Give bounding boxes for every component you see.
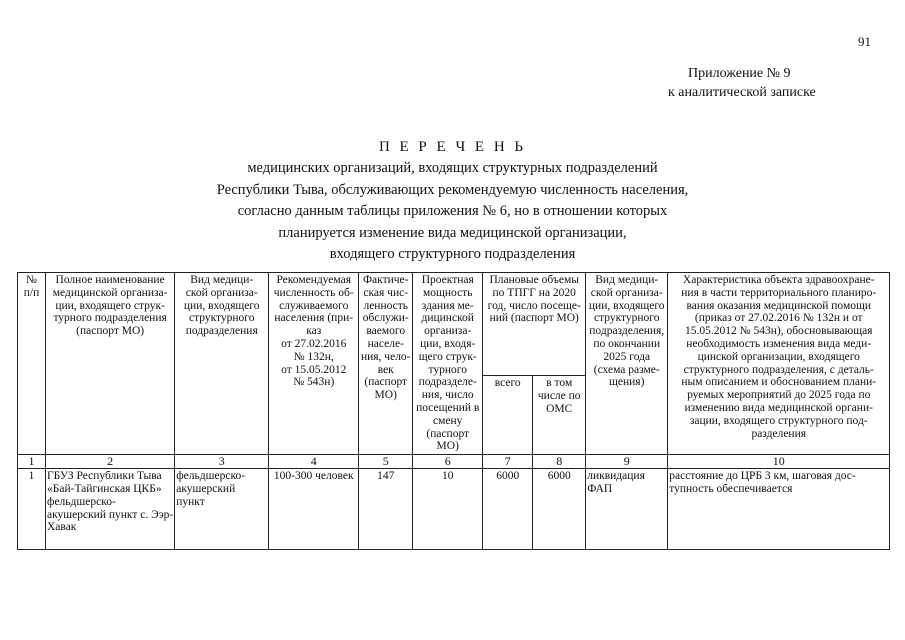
organization-name — [46, 469, 175, 550]
cell-text-line: Вид медици- — [190, 274, 254, 286]
cell-text-line: ния, чело- — [360, 350, 411, 363]
column-number: 10 — [668, 455, 890, 469]
cell-text-line: МО) — [374, 389, 397, 402]
header-cell-characteristic — [668, 273, 890, 455]
cell-text-line: ленность — [363, 299, 409, 312]
cell-text-line: № 543н) — [293, 376, 335, 389]
cell-text-line: турного — [428, 363, 467, 376]
cell-text-line: Хавак — [47, 521, 77, 534]
cell-text-line: (паспорт МО) — [76, 325, 145, 338]
cell-text-line: ния в части территориального планиро- — [681, 286, 877, 299]
cell-text-line: разделения — [751, 427, 807, 440]
cell-text-line: населе- — [367, 337, 404, 350]
organization-type-2025 — [586, 469, 668, 550]
appendix-reference: к аналитической записке — [668, 85, 816, 100]
cell-text-line: подразделения — [185, 325, 258, 338]
page-number: 91 — [858, 34, 871, 49]
cell-text-line: ции, входя- — [420, 337, 476, 350]
cell-text-line: от 27.02.2016 — [281, 337, 347, 350]
cell-text-line: каз — [306, 325, 322, 338]
cell-text-line: Вид медици- — [595, 274, 659, 286]
column-number: 5 — [359, 455, 413, 469]
cell-text-line: здания ме- — [421, 299, 474, 312]
cell-text-line: мощность — [423, 286, 473, 299]
planned-total: 6000 — [483, 469, 533, 550]
header-cell-number — [18, 273, 46, 455]
subtitle-line: медицинских организаций, входящих структурных подразделений — [247, 160, 658, 176]
cell-text-line: численность об- — [273, 286, 354, 299]
cell-text-line: служиваемого — [279, 299, 349, 312]
cell-text-line: населения (при- — [274, 312, 354, 325]
cell-text-line: ции, входящего струк- — [55, 299, 165, 312]
recommended-population: 100-300 человек — [269, 469, 359, 550]
cell-text-line: щения) — [609, 376, 645, 389]
column-numbers-row — [18, 455, 890, 469]
cell-text-line: ская чис- — [363, 286, 409, 299]
column-number: 6 — [413, 455, 483, 469]
cell-text-line: вания оказания медицинской помощи — [686, 299, 872, 312]
cell-text-line: ГБУЗ Республики Тыва — [47, 470, 162, 483]
cell-text-line: ным описанием и обоснованием плани- — [681, 376, 877, 389]
cell-text-line: подразделения, — [589, 325, 665, 338]
cell-text-line: пункт — [176, 495, 205, 508]
cell-text-line: тупность обеспечивается — [669, 482, 793, 495]
cell-text-line: структурного — [593, 312, 660, 325]
cell-text-line: ваемого — [366, 325, 406, 338]
row-number: 1 — [18, 469, 46, 550]
organizations-table — [17, 272, 890, 550]
cell-text-line: (схема разме- — [593, 363, 660, 376]
column-number: 7 — [483, 455, 533, 469]
cell-text-line: посещений в — [416, 401, 480, 414]
cell-text-line: цинской организации, входящего — [697, 350, 860, 363]
column-number: 9 — [586, 455, 668, 469]
cell-text-line: структурного — [188, 312, 255, 325]
cell-text-line: ний (паспорт МО) — [489, 312, 579, 325]
planned-oms: 6000 — [533, 469, 586, 550]
cell-text-line: Полное наименование — [55, 274, 165, 286]
cell-text-line: руемых мероприятий до 2025 года по — [687, 389, 871, 402]
document-title: П Е Р Е Ч Е Н Ь — [378, 139, 527, 155]
actual-population: 147 — [359, 469, 413, 550]
cell-text-line: организа- — [424, 325, 472, 338]
cell-text-line: смену — [433, 414, 463, 427]
cell-text-line: 2025 года — [603, 350, 651, 363]
cell-text-line: дицинской — [421, 312, 474, 325]
organization-type — [175, 469, 269, 550]
cell-text-line: обслужи- — [362, 312, 409, 325]
cell-text-line: по ТПГГ на 2020 — [492, 286, 576, 299]
cell-text-line: «Бай-Тайгинская ЦКБ» — [47, 482, 162, 495]
cell-text-line: (паспорт — [426, 427, 470, 440]
cell-text-line: необходимость изменения вида меди- — [686, 337, 872, 350]
cell-text-line: 15.05.2012 № 543н), обосновывающая — [684, 325, 873, 338]
cell-text-line: ОМС — [546, 402, 573, 415]
column-number: 4 — [269, 455, 359, 469]
cell-text-line: ния, число — [421, 389, 474, 402]
cell-text-line: расстояние до ЦРБ 3 км, шаговая дос- — [669, 470, 856, 483]
subtitle-line: Республики Тыва, обслуживающих рекомендуемую численность населения, — [216, 181, 689, 198]
cell-text-line: ции, входящего — [588, 299, 665, 312]
header-cell-actual — [359, 273, 413, 455]
cell-text-line: изменению вида медицинской органи- — [684, 401, 873, 414]
column-number: 1 — [18, 455, 46, 469]
cell-text-line: ликвидация — [587, 470, 645, 483]
header-cell-type-2025 — [586, 273, 668, 455]
cell-text-line: № — [26, 274, 37, 286]
cell-text-line: всего — [494, 377, 521, 390]
header-cell-oms — [533, 376, 586, 455]
document-subtitle — [150, 158, 755, 266]
appendix-label: Приложение № 9 — [688, 66, 791, 81]
cell-text-line: ской организа- — [590, 286, 663, 299]
subtitle-line: планируется изменение вида медицинской организации, — [278, 224, 627, 241]
cell-text-line: щего струк- — [418, 350, 477, 363]
header-cell-type — [175, 273, 269, 455]
cell-text-line: от 15.05.2012 — [281, 363, 347, 376]
characteristic-description — [668, 469, 890, 550]
table-header-row — [18, 273, 890, 376]
subtitle-line: входящего структурного подразделения — [329, 246, 576, 262]
cell-text-line: зации, входящего структурного под- — [689, 414, 868, 427]
design-capacity: 10 — [413, 469, 483, 550]
cell-text-line: турного подразделения — [53, 312, 167, 325]
subtitle-line: согласно данным таблицы приложения № 6, но в отношении которых — [237, 203, 668, 219]
table-row — [18, 469, 890, 550]
cell-text-line: Плановые объемы — [489, 274, 580, 286]
cell-text-line: (паспорт — [364, 376, 408, 389]
cell-text-line: фельдшерско- — [176, 470, 246, 483]
cell-text-line: медицинской организа- — [52, 286, 168, 299]
cell-text-line: год, число посеще- — [487, 299, 581, 312]
cell-text-line: структурного подразделения, с деталь- — [683, 363, 874, 376]
cell-text-line: ФАП — [587, 482, 613, 495]
header-cell-planned-volumes — [483, 273, 586, 376]
cell-text-line: акушерский — [176, 482, 236, 495]
cell-text-line: фельдшерско- — [47, 495, 116, 508]
cell-text-line: МО) — [436, 440, 459, 453]
cell-text-line: в том — [546, 377, 573, 390]
cell-text-line: п/п — [23, 286, 40, 299]
cell-text-line: Проектная — [421, 274, 474, 286]
header-cell-total — [483, 376, 533, 455]
cell-text-line: акушерский пункт с. Ээр- — [47, 508, 174, 521]
header-cell-capacity — [413, 273, 483, 455]
cell-text-line: № 132н, — [293, 350, 334, 363]
cell-text-line: век — [377, 363, 394, 376]
cell-text-line: (приказ от 27.02.2016 № 132н и от — [694, 312, 863, 325]
cell-text-line: числе по — [537, 390, 581, 403]
column-number: 3 — [175, 455, 269, 469]
cell-text-line: ции, входящего — [183, 299, 260, 312]
cell-text-line: Рекомендуемая — [276, 274, 352, 286]
header-cell-name — [46, 273, 175, 455]
cell-text-line: Фактиче- — [362, 274, 409, 286]
header-cell-recommended — [269, 273, 359, 455]
cell-text-line: Характеристика объекта здравоохране- — [682, 274, 875, 286]
cell-text-line: по окончании — [593, 337, 661, 350]
column-number: 2 — [46, 455, 175, 469]
cell-text-line: подразделе- — [418, 376, 477, 389]
cell-text-line: ской организа- — [185, 286, 258, 299]
column-number: 8 — [533, 455, 586, 469]
